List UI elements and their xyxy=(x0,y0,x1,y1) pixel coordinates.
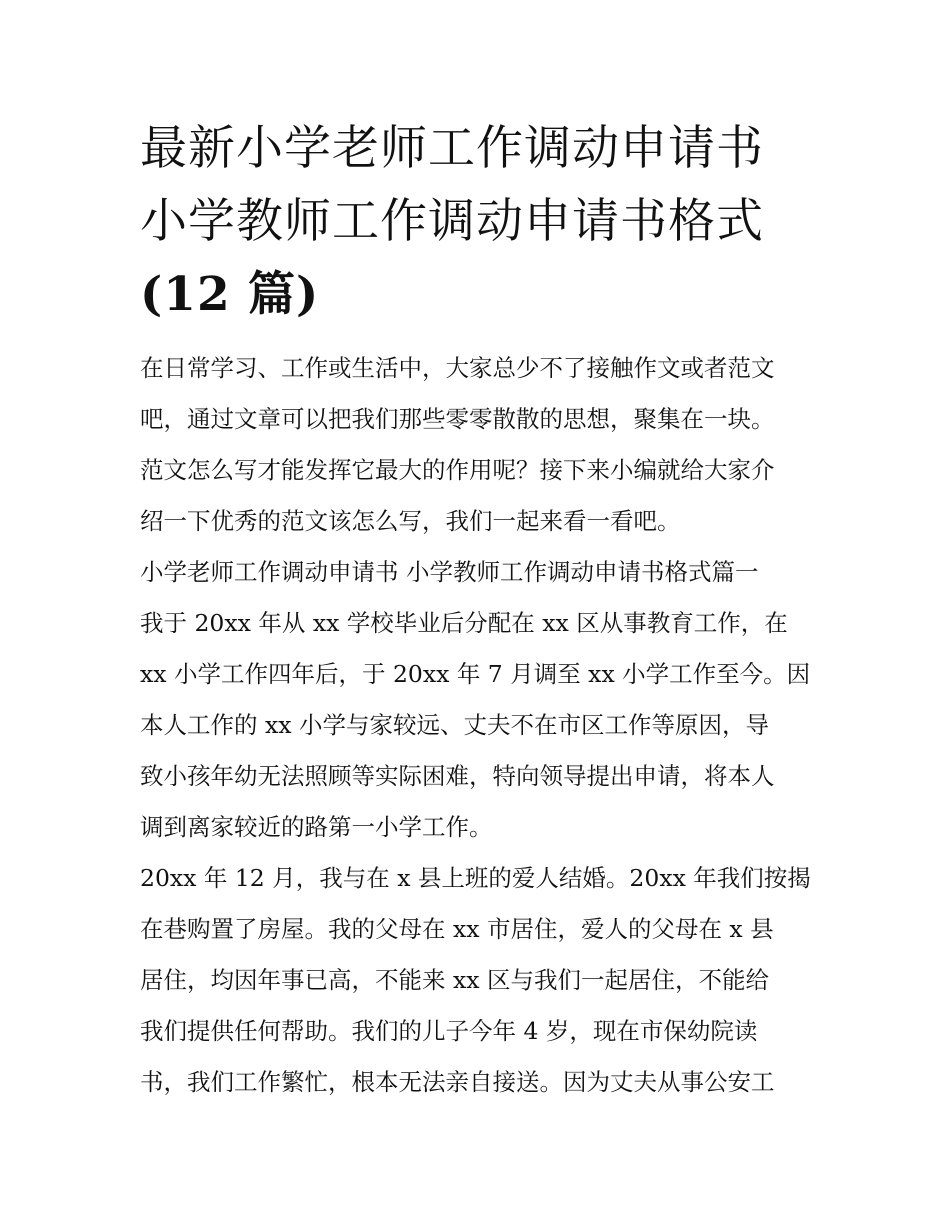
title-line: 小学教师工作调动申请书格式 xyxy=(140,194,764,249)
text-line: 小学老师工作调动申请书 小学教师工作调动申请书格式篇一 xyxy=(140,558,759,586)
title-line: 最新小学老师工作调动申请书 xyxy=(140,121,764,176)
text-line: 20xx 年 12 月，我与在 x 县上班的爱人结婚。20xx 年我们按揭 xyxy=(140,864,811,892)
text-line: 致小孩年幼无法照顾等实际困难，特向领导提出申请，将本人 xyxy=(140,762,775,790)
text-line: 书，我们工作繁忙，根本无法亲自接送。因为丈夫从事公安工 xyxy=(140,1068,775,1096)
text-line: 居住，均因年事已高，不能来 xx 区与我们一起居住，不能给 xyxy=(140,966,769,994)
title-line: (12 篇) xyxy=(140,267,320,322)
document-title xyxy=(140,112,820,331)
text-line: 在巷购置了房屋。我的父母在 xx 市居住，爱人的父母在 x 县 xyxy=(140,915,774,943)
text-line: 我们提供任何帮助。我们的儿子今年 4 岁，现在市保幼院读 xyxy=(140,1017,758,1045)
body-paragraph xyxy=(140,853,820,1108)
text-line: 我于 20xx 年从 xx 学校毕业后分配在 xx 区从事教育工作，在 xyxy=(140,609,788,637)
intro-paragraph xyxy=(140,343,820,547)
text-line: 在日常学习、工作或生活中，大家总少不了接触作文或者范文 xyxy=(140,354,775,382)
document-page xyxy=(140,112,820,1108)
body-paragraph xyxy=(140,598,820,853)
section-heading xyxy=(140,547,820,598)
text-line: 范文怎么写才能发挥它最大的作用呢？接下来小编就给大家介 xyxy=(140,456,775,484)
text-line: 本人工作的 xx 小学与家较远、丈夫不在市区工作等原因，导 xyxy=(140,711,769,739)
text-line: 绍一下优秀的范文该怎么写，我们一起来看一看吧。 xyxy=(140,507,681,535)
text-line: 吧，通过文章可以把我们那些零零散散的思想，聚集在一块。 xyxy=(140,405,775,433)
text-line: xx 小学工作四年后，于 20xx 年 7 月调至 xx 小学工作至今。因 xyxy=(140,660,811,688)
text-line: 调到离家较近的路第一小学工作。 xyxy=(140,813,493,841)
